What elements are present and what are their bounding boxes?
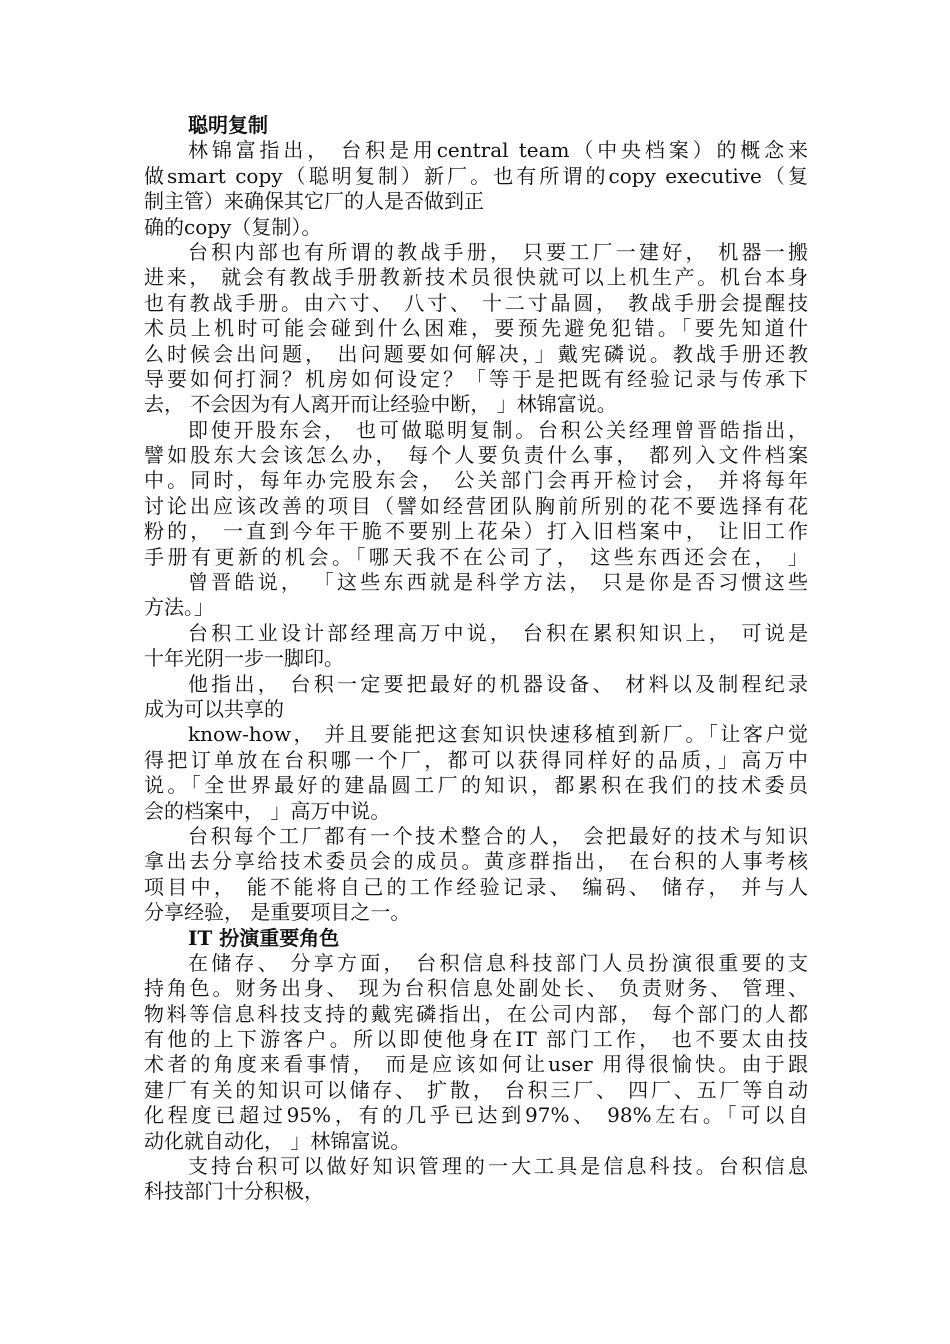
text-line: 确的copy（复制）。 xyxy=(144,214,322,239)
text-line: 做smart copy（聪明复制）新厂。也有所谓的copy executive（复 xyxy=(144,163,808,188)
section-heading: 聪明复制 xyxy=(188,113,268,137)
text-line: 粉的， 一直到今年干脆不要别上花朵）打入旧档案中， 让旧工作 xyxy=(144,519,808,544)
text-line: 方法。」 xyxy=(144,595,214,620)
document-body xyxy=(144,113,808,1205)
text-line: 建厂有关的知识可以储存、 扩散， 台积三厂、 四厂、五厂等自动 xyxy=(144,1077,808,1102)
text-line: 术者的角度来看事情， 而是应该如何让user 用得很愉快。由于跟 xyxy=(144,1052,808,1077)
text-line: 制主管）来确保其它厂的人是否做到正 xyxy=(144,189,484,214)
section-heading: IT 扮演重要角色 xyxy=(188,925,340,950)
text-line: 十年光阴一步一脚印。 xyxy=(144,646,344,671)
text-line: 他指出， 台积一定要把最好的机器设备、 材料以及制程纪录 xyxy=(188,671,808,696)
text-line: 中。同时，每年办完股东会， 公关部门会再开检讨会， 并将每年 xyxy=(144,468,808,493)
text-line: 成为可以共享的 xyxy=(144,696,284,721)
text-line: 曾晋皓说， 「这些东西就是科学方法， 只是你是否习惯这些 xyxy=(188,570,808,595)
text-line: know-how， 并且要能把这套知识快速移植到新厂。「让客户觉 xyxy=(188,722,808,747)
text-line: 进来， 就会有教战手册教新技术员很快就可以上机生产。机台本身 xyxy=(144,265,808,290)
text-line: 支持台积可以做好知识管理的一大工具是信息科技。台积信息 xyxy=(188,1154,808,1179)
text-line: 即使开股东会， 也可做聪明复制。台积公关经理曾晋皓指出， xyxy=(188,417,808,442)
text-line: 在储存、 分享方面， 台积信息科技部门人员扮演很重要的支 xyxy=(188,950,808,975)
text-line: 会的档案中， 」高万中说。 xyxy=(144,798,391,823)
text-line: 得把订单放在台积哪一个厂，都可以获得同样好的品质，」高万中 xyxy=(144,747,808,772)
text-line: 台积工业设计部经理高万中说， 台积在累积知识上， 可说是 xyxy=(188,620,808,645)
text-line: 讨论出应该改善的项目（譬如经营团队胸前所别的花不要选择有花 xyxy=(144,493,808,518)
text-line: 手册有更新的机会。「哪天我不在公司了， 这些东西还会在， 」 xyxy=(144,544,808,569)
text-line: 导要如何打洞？机房如何设定？「等于是把既有经验记录与传承下 xyxy=(144,366,808,391)
text-line: 林锦富指出， 台积是用central team（中央档案）的概念来 xyxy=(188,138,808,163)
text-line: 去， 不会因为有人离开而让经验中断， 」林锦富说。 xyxy=(144,392,617,417)
text-line: 动化就自动化， 」林锦富说。 xyxy=(144,1128,411,1153)
text-line: 科技部门十分积极， xyxy=(144,1179,324,1204)
text-line: 台积内部也有所谓的教战手册， 只要工厂一建好， 机器一搬 xyxy=(188,239,808,264)
text-line: 台积每个工厂都有一个技术整合的人， 会把最好的技术与知识 xyxy=(188,823,808,848)
text-line: 术员上机时可能会碰到什么困难，要预先避免犯错。「要先知道什 xyxy=(144,316,808,341)
text-line: 说。「全世界最好的建晶圆工厂的知识，都累积在我们的技术委员 xyxy=(144,773,808,798)
text-line: 物料等信息科技支持的戴宪磷指出，在公司内部， 每个部门的人都 xyxy=(144,1001,808,1026)
text-line: 也有教战手册。由六寸、 八寸、 十二寸晶圆， 教战手册会提醒技 xyxy=(144,290,808,315)
text-line: 拿出去分享给技术委员会的成员。黄彦群指出， 在台积的人事考核 xyxy=(144,849,808,874)
text-line: 持角色。财务出身、 现为台积信息处副处长、 负责财务、 管理、 xyxy=(144,976,808,1001)
text-line: 有他的上下游客户。所以即使他身在IT 部门工作， 也不要太由技 xyxy=(144,1027,808,1052)
text-line: 项目中， 能不能将自己的工作经验记录、 编码、 储存， 并与人 xyxy=(144,874,808,899)
text-line: 譬如股东大会该怎么办， 每个人要负责什么事， 都列入文件档案 xyxy=(144,443,808,468)
text-line: 分享经验， 是重要项目之一。 xyxy=(144,900,411,925)
text-line: 么时候会出问题， 出问题要如何解决，」戴宪磷说。教战手册还教 xyxy=(144,341,808,366)
text-line: 化程度已超过95%，有的几乎已达到97%、 98%左右。「可以自 xyxy=(144,1103,808,1128)
